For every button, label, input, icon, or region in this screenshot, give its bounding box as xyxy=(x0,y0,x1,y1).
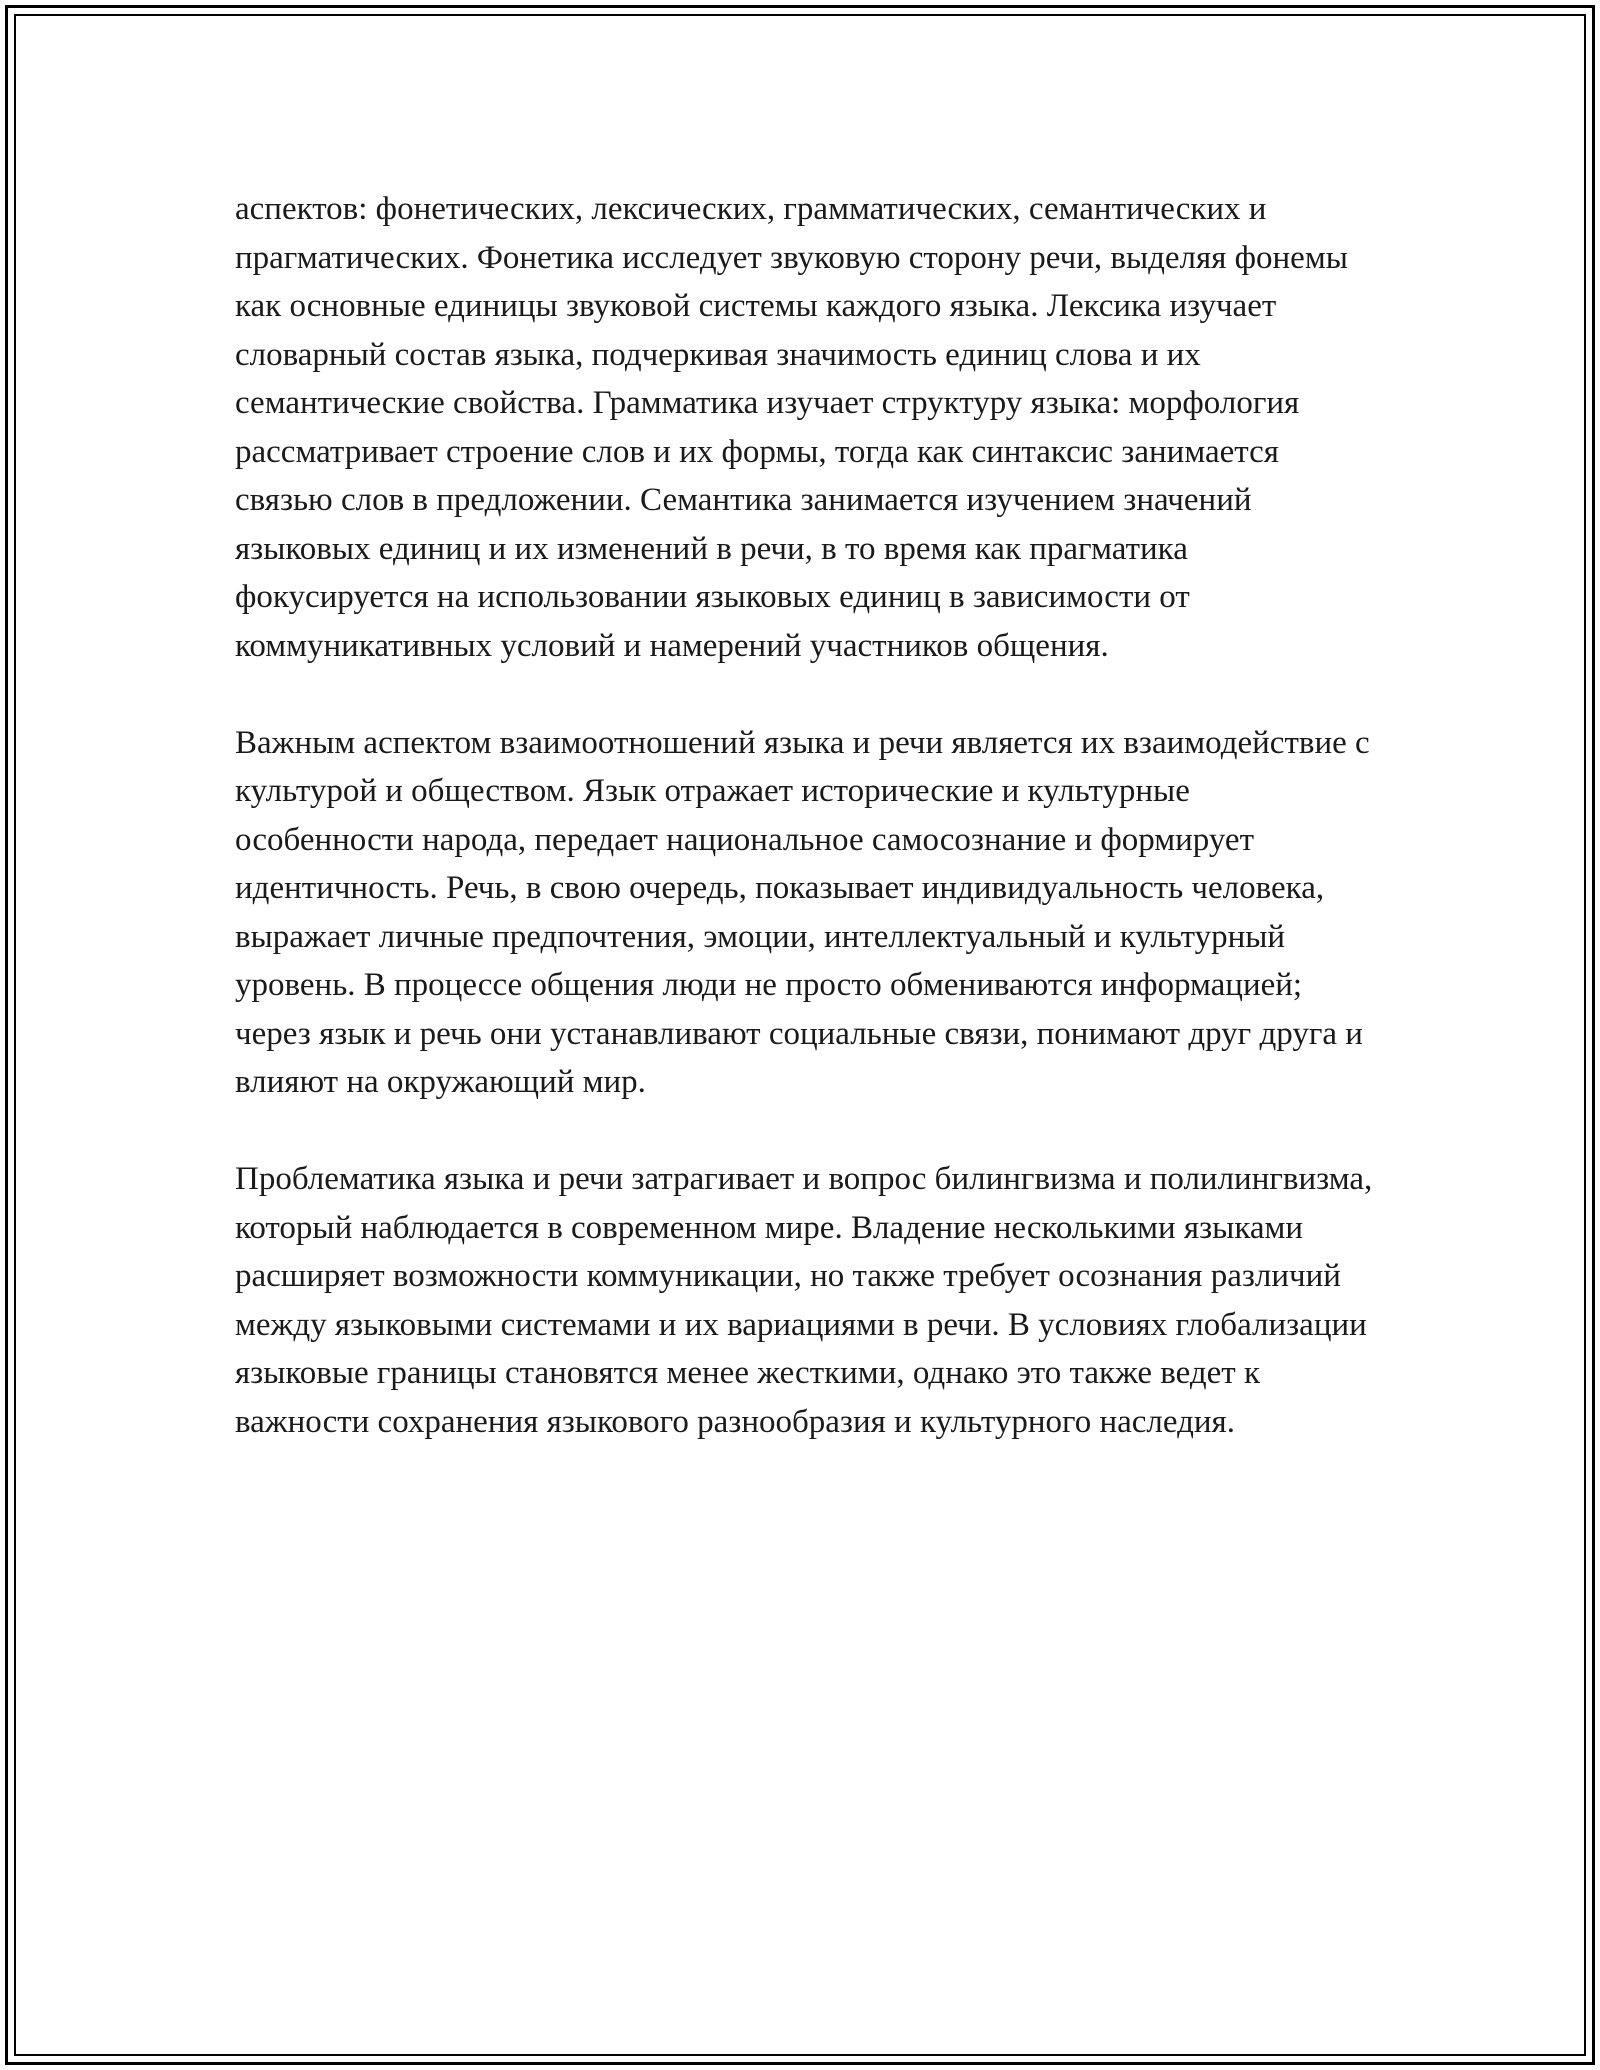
document-body xyxy=(235,185,1375,1495)
paragraph-1: аспектов: фонетических, лексических, грамматических, семантических и прагматических. Фонетика исследует звуковую сторону речи, выделяя фонемы как основные единицы звуковой системы каждого языка. Лексика изучает словарный состав языка, подчеркивая значимость единиц слова и их семантические свойства. Грамматика изучает структуру языка: морфология рассматривает строение слов и их формы, тогда как синтаксис занимается связью слов в предложении. Семантика занимается изучением значений языковых единиц и их изменений в речи, в то время как прагматика фокусируется на использовании языковых единиц в зависимости от коммуникативных условий и намерений участников общения. xyxy=(235,191,1348,664)
paragraph-2: Важным аспектом взаимоотношений языка и речи является их взаимодействие с культурой и обществом. Язык отражает исторические и культурные особенности народа, передает национальное самосознание и формирует идентичность. Речь, в свою очередь, показывает индивидуальность человека, выражает личные предпочтения, эмоции, интеллектуальный и культурный уровень. В процессе общения люди не просто обмениваются информацией; через язык и речь они устанавливают социальные связи, понимают друг друга и влияют на окружающий мир. xyxy=(235,724,1370,1100)
paragraph-3: Проблематика языка и речи затрагивает и вопрос билингвизма и полилингвизма, который наблюдается в современном мире. Владение несколькими языками расширяет возможности коммуникации, но также требует осознания различий между языковыми системами и их вариациями в речи. В условиях глобализации языковые границы становятся менее жесткими, однако это также ведет к важности сохранения языкового разнообразия и культурного наследия. xyxy=(235,1161,1373,1440)
